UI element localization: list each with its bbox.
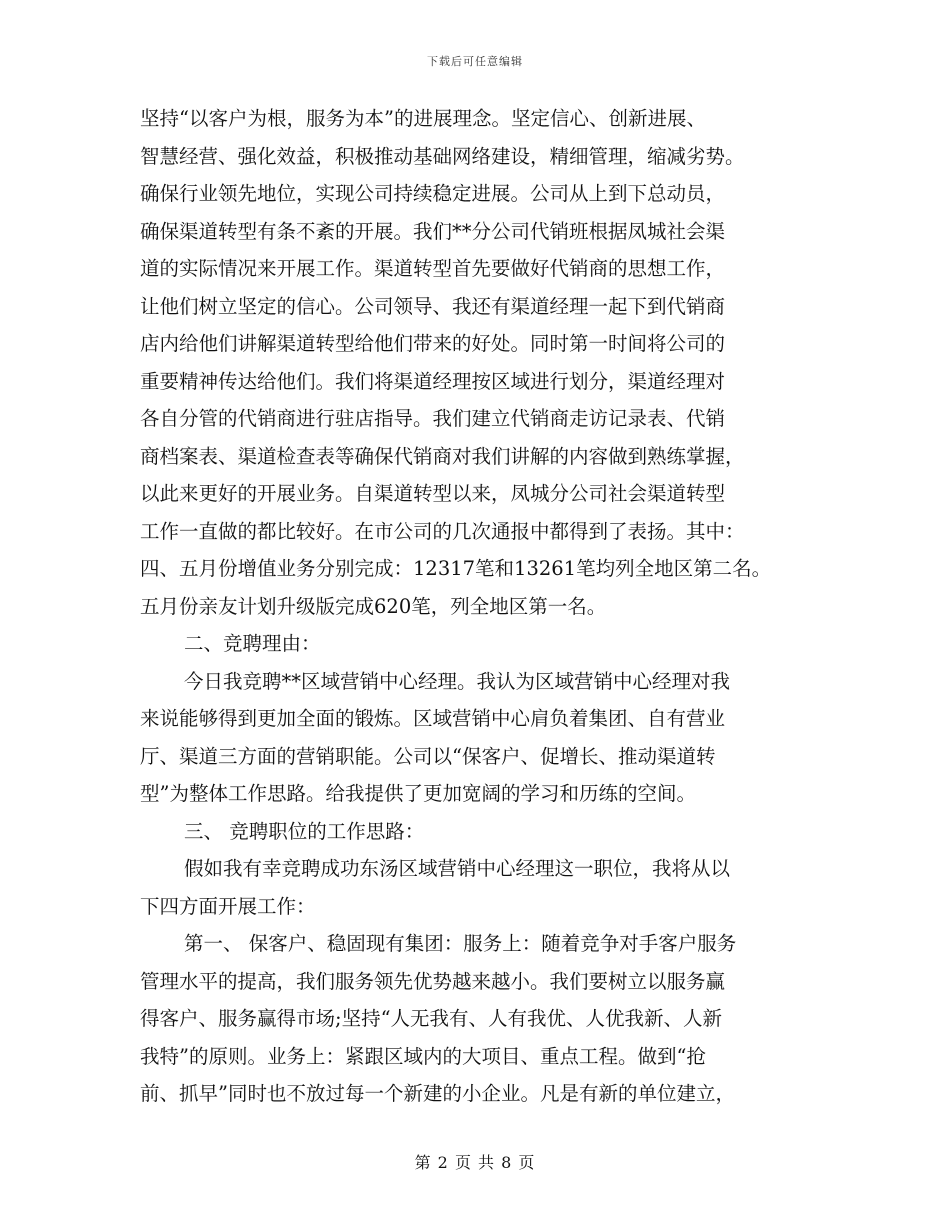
document-body bbox=[140, 100, 812, 1113]
page-number-footer: 第 2 页 共 8 页 bbox=[414, 1153, 536, 1172]
text-line: 让他们树立坚定的信心。公司领导、我还有渠道经理一起下到代销商 bbox=[140, 294, 726, 318]
text-line: 店内给他们讲解渠道转型给他们带来的好处。同时第一时间将公司的 bbox=[140, 332, 726, 355]
text-line: 商档案表、渠道检查表等确保代销商对我们讲解的内容做到熟练掌握， bbox=[140, 444, 745, 468]
text-line: 前、抓早”同时也不放过每一个新建的小企业。凡是有新的单位建立， bbox=[140, 1082, 735, 1105]
text-line: 今日我竞聘**区域营销中心经理。我认为区域营销中心经理对我 bbox=[184, 669, 731, 693]
section-heading: 三、 竞聘职位的工作思路： bbox=[184, 819, 425, 843]
text-line: 我特”的原则。业务上：紧跟区域内的大项目、重点工程。做到“抢 bbox=[140, 1044, 706, 1068]
text-line: 坚持“以客户为根，服务为本”的进展理念。坚定信心、创新进展、 bbox=[140, 107, 706, 130]
text-line: 以此来更好的开展业务。自渠道转型以来，凤城分公司社会渠道转型 bbox=[140, 482, 726, 505]
text-line: 厅、渠道三方面的营销职能。公司以“保客户、促增长、推动渠道转 bbox=[140, 744, 716, 768]
text-line: 确保渠道转型有条不紊的开展。我们**分公司代销班根据凤城社会渠 bbox=[140, 219, 726, 243]
text-line: 四、五月份增值业务分别完成：12317笔和13261笔均列全地区第二名。 bbox=[140, 557, 772, 580]
text-line: 五月份亲友计划升级版完成620笔，列全地区第一名。 bbox=[140, 594, 607, 618]
page-header: 下载后可任意编辑 bbox=[427, 55, 523, 68]
text-line: 确保行业领先地位，实现公司持续稳定进展。公司从上到下总动员， bbox=[140, 182, 726, 205]
text-line: 道的实际情况来开展工作。渠道转型首先要做好代销商的思想工作， bbox=[140, 257, 726, 280]
section-heading: 二、竞聘理由： bbox=[184, 632, 321, 655]
text-line: 工作一直做的都比较好。在市公司的几次通报中都得到了表扬。其中： bbox=[140, 519, 745, 543]
text-line: 来说能够得到更加全面的锻炼。区域营销中心肩负着集团、自有营业 bbox=[140, 707, 726, 730]
text-line: 型”为整体工作思路。给我提供了更加宽阔的学习和历练的空间。 bbox=[140, 782, 696, 805]
text-line: 假如我有幸竞聘成功东汤区域营销中心经理这一职位，我将从以 bbox=[184, 857, 731, 880]
text-line: 管理水平的提高，我们服务领先优势越来越小。我们要树立以服务赢 bbox=[140, 969, 726, 993]
text-line: 得客户、服务赢得市场;坚持“人无我有、人有我优、人优我新、人新 bbox=[140, 1007, 723, 1030]
text-line: 智慧经营、强化效益，积极推动基础网络建设，精细管理，缩减劣势。 bbox=[140, 144, 745, 168]
text-line: 各自分管的代销商进行驻店指导。我们建立代销商走访记录表、代销 bbox=[140, 407, 726, 430]
text-line: 第一、 保客户、稳固现有集团：服务上：随着竞争对手客户服务 bbox=[184, 932, 737, 955]
text-line: 重要精神传达给他们。我们将渠道经理按区域进行划分，渠道经理对 bbox=[140, 369, 726, 393]
text-line: 下四方面开展工作： bbox=[140, 894, 316, 918]
